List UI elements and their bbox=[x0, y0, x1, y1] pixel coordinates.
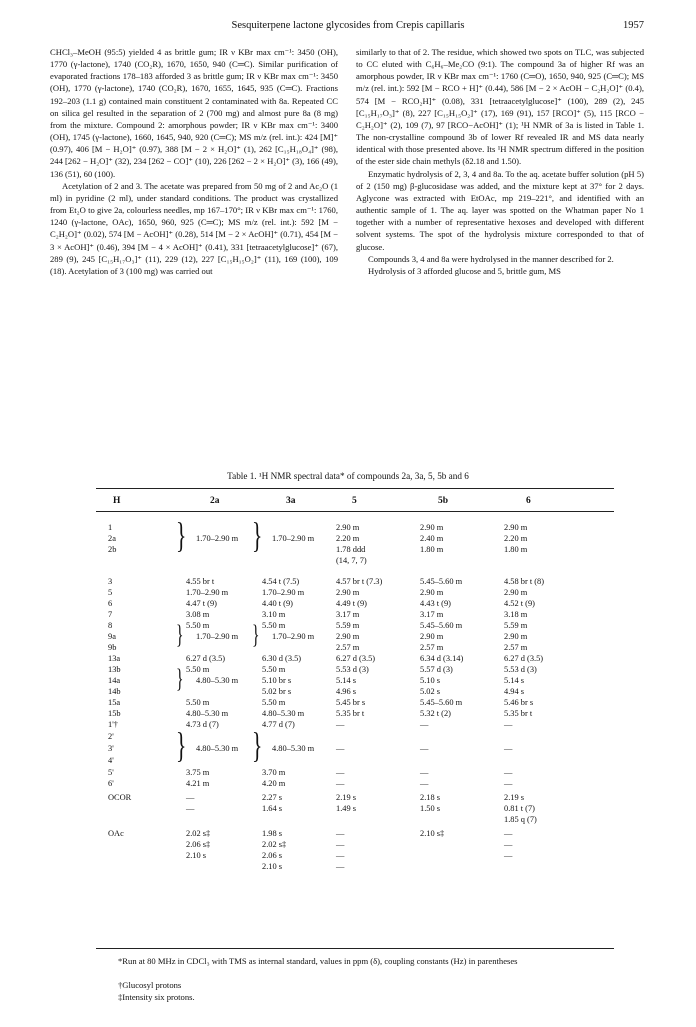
row-label: 6' bbox=[108, 779, 114, 788]
row-label: 6 bbox=[108, 599, 113, 608]
table-cell: 5.02 s bbox=[420, 687, 441, 696]
table-cell: 4.57 br t (7.3) bbox=[336, 577, 383, 586]
table-cell: 2.90 m bbox=[420, 523, 444, 532]
table-cell: 2.06 s bbox=[262, 851, 283, 860]
table-cell: — bbox=[336, 851, 345, 860]
table-cell: 4.47 t (9) bbox=[186, 599, 217, 608]
table-cell: — bbox=[504, 768, 513, 777]
table-cell: 2.06 s‡ bbox=[186, 840, 211, 849]
table-cell: 4.80–5.30 m bbox=[272, 744, 315, 753]
table-cell: 2.90 m bbox=[420, 588, 444, 597]
table-cell: 1.78 ddd bbox=[336, 545, 366, 554]
table-cell: — bbox=[336, 840, 345, 849]
row-label: 9b bbox=[108, 643, 117, 652]
table-cell: 5.45–5.60 m bbox=[420, 577, 463, 586]
table-cell: 4.20 m bbox=[262, 779, 286, 788]
table-cell: 2.10 s bbox=[262, 862, 283, 871]
row-label: 2' bbox=[108, 732, 114, 741]
table-cell: 5.59 m bbox=[504, 621, 528, 630]
table-cell: — bbox=[420, 768, 429, 777]
table-footnote: *Run at 80 MHz in CDCl₃ with TMS as internal standard, values in ppm (δ), coupling constants (Hz) in parentheses bbox=[118, 956, 518, 966]
table-cell: 5.35 br t bbox=[336, 709, 365, 718]
table-cell: 5.50 m bbox=[186, 621, 210, 630]
row-label: 15a bbox=[108, 698, 121, 707]
table-cell: 2.90 m bbox=[420, 632, 444, 641]
table-cell: 4.43 t (9) bbox=[420, 599, 451, 608]
table-cell: — bbox=[420, 720, 429, 729]
table-cell: 5.10 s bbox=[420, 676, 441, 685]
table-cell: 2.90 m bbox=[336, 632, 360, 641]
row-label: 1 bbox=[108, 523, 113, 532]
table-cell: 2.90 m bbox=[504, 632, 528, 641]
table-cell: 5.50 m bbox=[186, 698, 210, 707]
row-label: 1'† bbox=[108, 720, 118, 729]
table-cell: 5.35 br t bbox=[504, 709, 533, 718]
table-cell: 2.18 s bbox=[420, 793, 441, 802]
table-cell: 5.50 m bbox=[262, 621, 286, 630]
table-cell: — bbox=[336, 744, 345, 753]
row-label: 14a bbox=[108, 676, 121, 685]
table-cell: 4.21 m bbox=[186, 779, 210, 788]
table-cell: 5.45–5.60 m bbox=[420, 698, 463, 707]
row-label: 9a bbox=[108, 632, 116, 641]
table-cell: 3.10 m bbox=[262, 610, 286, 619]
table-cell: 4.80–5.30 m bbox=[262, 709, 305, 718]
table-cell: 4.94 s bbox=[504, 687, 525, 696]
table-header-cell: 5 bbox=[352, 496, 357, 506]
table-cell: 2.19 s bbox=[336, 793, 357, 802]
table-cell: 1.64 s bbox=[262, 804, 283, 813]
row-label: 2a bbox=[108, 534, 116, 543]
table-cell: 1.70–2.90 m bbox=[196, 632, 239, 641]
paragraph: Enzymatic hydrolysis of 2, 3, 4 and 8a. To the aq. acetate buffer solution (pH 5) of 2 (150 mg) β-glucosidase was added, and the mixture kept at 37° for 2 days. Aglycone was extracted with EtOAc, mp 219–221°, and identified with an authentic sample of 1. The aq. layer was spotted on the Whatman paper No 1 together with a number of representative hexoses and developed with different solvent systems. The spot of the hydrolysis mixture corresponded to that of glucose. bbox=[356, 168, 644, 252]
table-cell: 2.57 m bbox=[504, 643, 528, 652]
table-cell: 5.45 br s bbox=[336, 698, 366, 707]
paragraph: Compounds 3, 4 and 8a were hydrolysed in the manner described for 2. bbox=[368, 253, 614, 264]
row-label: 13a bbox=[108, 654, 121, 663]
table-cell: 6.27 d (3.5) bbox=[186, 654, 226, 663]
table-footnote: †Glucosyl protons bbox=[118, 980, 182, 990]
table-cell: 1.70–2.90 m bbox=[272, 534, 315, 543]
row-label: 7 bbox=[108, 610, 113, 619]
table-cell: 4.40 t (9) bbox=[262, 599, 293, 608]
table-cell: 1.80 m bbox=[420, 545, 444, 554]
table-cell: 0.81 t (7) bbox=[504, 804, 535, 813]
table-header-rule bbox=[96, 511, 614, 512]
table-header-cell: 5b bbox=[438, 496, 449, 506]
paragraph: Acetylation of 2 and 3. The acetate was prepared from 50 mg of 2 and Ac₂O (1 ml) in pyridine (2 ml), under standard conditions. The product was crystallized from Et₂O to give 2a, colourless needles, mp 167–170°; IR ν KBr max cm⁻¹: 1760, 1240 (γ-lactone, OAc), 1650, 960, 925 (C═C); MS m/z (rel. int.): 592 [M − C₂H₂O]⁺ (0.02), 574 [M − AcOH]⁺ (0.28), 514 [M − 2 × AcOH]⁺ (0.71), 454 [M − 3 × AcOH]⁺ (0.46), 394 [M − 4 × AcOH]⁺ (0.41), 331 [tetraacetylglucose]⁺ (67), 289 (9), 245 [C₁₅H₁₇O₃]⁺ (11), 229 (12), 227 [C₁₅H₁₅O₂]⁺ (11), 169 (100), 109 (18). Acetylation of 3 (100 mg) was carried out bbox=[50, 180, 338, 276]
table-cell: 2.40 m bbox=[420, 534, 444, 543]
table-cell: 5.45–5.60 m bbox=[420, 621, 463, 630]
table-cell: 4.73 d (7) bbox=[186, 720, 219, 729]
right-text-column bbox=[356, 46, 644, 277]
table-cell: 6.27 d (3.5) bbox=[504, 654, 544, 663]
grouping-brace: } bbox=[176, 725, 187, 765]
table-cell: 2.10 s bbox=[186, 851, 207, 860]
table-cell: 6.30 d (3.5) bbox=[262, 654, 302, 663]
grouping-brace: } bbox=[176, 664, 184, 693]
table-cell: 2.57 m bbox=[336, 643, 360, 652]
table-cell: 6.27 d (3.5) bbox=[336, 654, 376, 663]
row-label: 15b bbox=[108, 709, 121, 718]
table-cell: 4.96 s bbox=[336, 687, 357, 696]
table-cell: — bbox=[336, 720, 345, 729]
row-label: 5' bbox=[108, 768, 114, 777]
table-cell: 1.85 q (7) bbox=[504, 815, 537, 824]
table-header-cell: 6 bbox=[526, 496, 531, 506]
table-cell: — bbox=[186, 804, 195, 813]
grouping-brace: } bbox=[252, 725, 263, 765]
table-cell: 5.53 d (3) bbox=[504, 665, 537, 674]
table-cell: — bbox=[336, 768, 345, 777]
running-title: Sesquiterpene lactone glycosides from Crepis capillaris bbox=[231, 20, 465, 31]
table-cell: — bbox=[504, 744, 513, 753]
table-cell: 2.19 s bbox=[504, 793, 525, 802]
table-cell: 2.10 s‡ bbox=[420, 829, 445, 838]
table-cell: 4.80–5.30 m bbox=[196, 744, 239, 753]
table-cell: 1.50 s bbox=[420, 804, 441, 813]
table-caption: Table 1. ¹H NMR spectral data* of compounds 2a, 3a, 5, 5b and 6 bbox=[227, 471, 469, 481]
table-footnote: ‡Intensity six protons. bbox=[118, 992, 195, 1002]
table-cell: 3.18 m bbox=[504, 610, 528, 619]
table-cell: — bbox=[420, 744, 429, 753]
table-cell: 5.50 m bbox=[186, 665, 210, 674]
table-cell: 5.50 m bbox=[262, 665, 286, 674]
table-cell: 4.54 t (7.5) bbox=[262, 577, 300, 586]
table-cell: 3.17 m bbox=[336, 610, 360, 619]
table-cell: 1.70–2.90 m bbox=[196, 534, 239, 543]
table-cell: — bbox=[336, 862, 345, 871]
table-cell: 5.14 s bbox=[336, 676, 357, 685]
table-cell: 6.34 d (3.14) bbox=[420, 654, 464, 663]
table-cell: — bbox=[336, 829, 345, 838]
paragraph: CHCl₃–MeOH (95:5) yielded 4 as brittle gum; IR ν KBr max cm⁻¹: 3450 (OH), 1770 (γ-lactone), 1740 (CO₂R), 1670, 1650, 940 (C═C). Similar purification of evaporated fractions 178–183 afforded 3 as brittle gum; IR ν KBr max cm⁻¹: 3450 (OH), 1770 (γ-lactone), 1740 (CO₂R), 1670, 1655, 1645, 935 (C═C). Fractions 192–203 (1.1 g) contained main constituent 2 contaminated with 8a. Repeated CC on silica gel resulted in the separation of 2 (700 mg) and almost pure 8a (8 mg) from the mixture. Compound 2: amorphous powder; IR ν KBr max cm⁻¹: 3400 (OH), 1745 (γ-lactone), 1660, 1645, 940, 920 (C═C); MS m/z (rel. int.): 424 [M]⁺ (0.97), 406 [M − H₂O]⁺ (0.97), 388 [M − 2 × H₂O]⁺ (1), 262 [C₁₅H₁₈O₄]⁺ (98), 244 [262 − H₂O]⁺ (32), 234 [262 − CO]⁺ (10), 226 [262 − 2 × H₂O]⁺ (3), 166 (49), 136 (51), 60 (100). bbox=[50, 47, 338, 179]
table-cell: 2.02 s‡ bbox=[186, 829, 211, 838]
table-cell: — bbox=[504, 779, 513, 788]
table-cell: 1.80 m bbox=[504, 545, 528, 554]
table-cell: 2.90 m bbox=[504, 523, 528, 532]
grouping-brace: } bbox=[252, 515, 263, 555]
grouping-brace: } bbox=[176, 515, 187, 555]
table-cell: (14, 7, 7) bbox=[336, 556, 367, 565]
table-cell: — bbox=[504, 720, 513, 729]
grouping-brace: } bbox=[252, 620, 260, 649]
table-cell: 1.98 s bbox=[262, 829, 283, 838]
table-cell: — bbox=[504, 851, 513, 860]
table-cell: 3.75 m bbox=[186, 768, 210, 777]
table-cell: 4.80–5.30 m bbox=[196, 676, 239, 685]
grouping-brace: } bbox=[176, 620, 184, 649]
row-label: 4' bbox=[108, 756, 114, 765]
table-cell: 1.49 s bbox=[336, 804, 357, 813]
table-header-cell: 2a bbox=[210, 496, 220, 506]
table-cell: 3.08 m bbox=[186, 610, 210, 619]
row-label: 2b bbox=[108, 545, 117, 554]
table-cell: 4.77 d (7) bbox=[262, 720, 295, 729]
table-cell: 5.57 d (3) bbox=[420, 665, 453, 674]
table-bottom-rule bbox=[96, 948, 614, 949]
table-cell: 2.57 m bbox=[420, 643, 444, 652]
row-label: OAc bbox=[108, 829, 124, 838]
row-label: 5 bbox=[108, 588, 113, 597]
table-cell: 4.58 br t (8) bbox=[504, 577, 545, 586]
table-cell: 2.90 m bbox=[336, 588, 360, 597]
table-cell: — bbox=[504, 840, 513, 849]
row-label: 3' bbox=[108, 744, 114, 753]
table-cell: 2.02 s‡ bbox=[262, 840, 287, 849]
paragraph: similarly to that of 2. The residue, which showed two spots on TLC, was subjected to CC eluted with C₆H₆–Me₂CO (9:1). The compound 3a of higher Rf was an amorphous powder, IR ν KBr max cm⁻¹: 1760 (C═O), 1650, 940, 925 (C═C); MS m/z (rel. int.): 592 [M − RCO + H]⁺ (0.44), 586 [M − 2 × AcOH − C₂H₂O]⁺ (0.4), 574 [M − RCO₂H]⁺ (0.08), 331 [tetraacetylglucose]⁺ (100), 289 (2), 245 [C₁₅H₁₇O₃]⁺ (8), 227 [C₁₅H₁₅O₂]⁺ (17), 169 (91), 157 [RCO]⁺ (5), 115 [RCO − C₂H₂O]⁺ (2), 109 (7), 97 [RCO−AcOH]⁺ (1); ¹H NMR of 3a is listed in Table 1. The non-crystalline compound 3b of lower Rf revealed IR and MS data nearly identical with those presented above. Its ¹H NMR spectrum differed in the position of the ester side chain methyls (δ2.18 and 1.50). bbox=[356, 47, 644, 167]
table-cell: 4.55 br t bbox=[186, 577, 215, 586]
row-label: OCOR bbox=[108, 793, 132, 802]
row-label: 14b bbox=[108, 687, 121, 696]
table-cell: 2.27 s bbox=[262, 793, 283, 802]
table-cell: — bbox=[336, 779, 345, 788]
table-cell: 5.50 m bbox=[262, 698, 286, 707]
table-cell: 5.32 t (2) bbox=[420, 709, 451, 718]
table-cell: — bbox=[504, 829, 513, 838]
table-cell: 2.20 m bbox=[504, 534, 528, 543]
table-cell: 3.17 m bbox=[420, 610, 444, 619]
table-cell: 2.20 m bbox=[336, 534, 360, 543]
table-cell: 2.90 m bbox=[336, 523, 360, 532]
table-cell: 4.49 t (9) bbox=[336, 599, 367, 608]
table-cell: 4.80–5.30 m bbox=[186, 709, 229, 718]
table-cell: 5.10 br s bbox=[262, 676, 292, 685]
table-cell: 4.52 t (9) bbox=[504, 599, 535, 608]
row-label: 13b bbox=[108, 665, 121, 674]
row-label: 3 bbox=[108, 577, 113, 586]
left-text-column bbox=[50, 46, 338, 277]
table-cell: 5.02 br s bbox=[262, 687, 292, 696]
table-cell: 5.59 m bbox=[336, 621, 360, 630]
table-cell: 2.90 m bbox=[504, 588, 528, 597]
table-header-cell: 3a bbox=[286, 496, 296, 506]
table-top-rule bbox=[96, 488, 614, 489]
table-cell: 1.70–2.90 m bbox=[186, 588, 229, 597]
table-cell: 5.46 br s bbox=[504, 698, 534, 707]
table-cell: 5.14 s bbox=[504, 676, 525, 685]
table-cell: — bbox=[420, 779, 429, 788]
table-cell: 5.53 d (3) bbox=[336, 665, 369, 674]
table-header-cell: H bbox=[113, 496, 121, 506]
page-number: 1957 bbox=[623, 20, 644, 31]
table-cell: 1.70–2.90 m bbox=[262, 588, 305, 597]
table-cell: — bbox=[186, 793, 195, 802]
table-cell: 1.70–2.90 m bbox=[272, 632, 315, 641]
paragraph: Hydrolysis of 3 afforded glucose and 5, brittle gum, MS bbox=[368, 265, 561, 276]
table-cell: 3.70 m bbox=[262, 768, 286, 777]
row-label: 8 bbox=[108, 621, 113, 630]
